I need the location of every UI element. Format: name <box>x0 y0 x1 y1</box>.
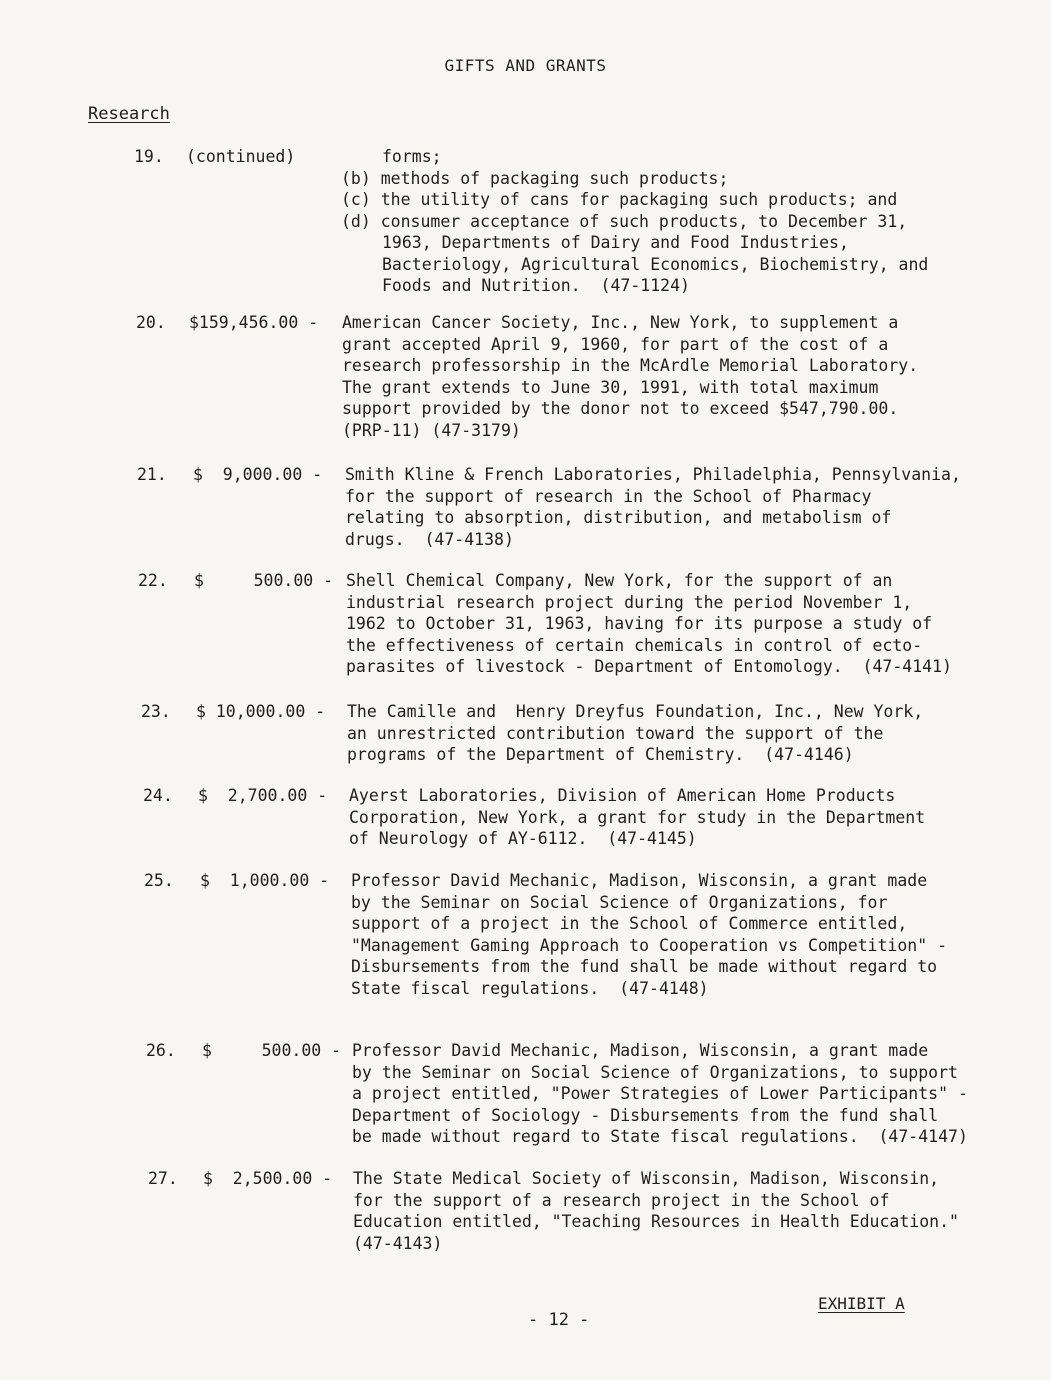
entry-line: 1963, Departments of Dairy and Food Industries, <box>382 233 849 252</box>
entry-line: Ayerst Laboratories, Division of American Home Products <box>349 786 896 805</box>
exhibit-label: EXHIBIT A <box>818 1294 905 1313</box>
entry-line: programs of the Department of Chemistry. (47-4146) <box>347 745 854 764</box>
entry-line: Department of Sociology - Disbursements from the fund shall <box>352 1105 939 1125</box>
entry-line: Professor David Mechanic, Madison, Wisconsin, a grant made <box>351 871 928 890</box>
entry-number: 21. <box>137 465 167 484</box>
entry-description <box>345 464 961 550</box>
entry-line: by the Seminar on Social Science of Organizations, for <box>351 892 888 912</box>
entry-line: (d) consumer acceptance of such products, to December 31, <box>341 211 908 231</box>
entry-amount: $ 9,000.00 - <box>193 465 323 484</box>
entry-description <box>353 1168 959 1254</box>
entry-number: 20. <box>136 313 166 332</box>
entry-line: for the support of a research project in the School of <box>353 1190 890 1210</box>
entry-line: of Neurology of AY-6112. (47-4145) <box>349 829 697 848</box>
entry-description <box>349 785 925 850</box>
entry-amount: $ 1,000.00 - <box>200 871 330 890</box>
entry-line: grant accepted April 9, 1960, for part of the cost of a <box>342 334 889 354</box>
entry-line: relating to absorption, distribution, and metabolism of <box>345 508 892 527</box>
entry-line: Smith Kline & French Laboratories, Philadelphia, Pennsylvania, <box>345 465 961 484</box>
entry-line: Foods and Nutrition. (47-1124) <box>382 276 690 295</box>
entry-line: for the support of research in the School of Pharmacy <box>345 486 872 506</box>
entry-description <box>346 570 952 678</box>
entry-amount: $ 2,700.00 - <box>198 786 328 805</box>
entry-line: a project entitled, "Power Strategies of Lower Participants" - <box>352 1084 968 1103</box>
entry-line: industrial research project during the period November 1, <box>346 592 913 612</box>
entry-line: (PRP-11) (47-3179) <box>342 420 521 440</box>
entry-number: 26. <box>146 1041 176 1060</box>
entry-amount: $ 2,500.00 - <box>203 1169 333 1188</box>
entry-description <box>352 1040 968 1148</box>
section-heading: Research <box>88 104 170 124</box>
entry-number: 19. <box>134 147 164 166</box>
entry-line: Shell Chemical Company, New York, for the support of an <box>346 571 893 590</box>
entry-line: drugs. (47-4138) <box>345 529 514 549</box>
entry-line: Professor David Mechanic, Madison, Wisconsin, a grant made <box>352 1041 929 1060</box>
entry-number: 23. <box>141 702 171 721</box>
entry-line: forms; <box>382 147 442 166</box>
entry-number: 27. <box>148 1169 178 1188</box>
entry-line: The State Medical Society of Wisconsin, Madison, Wisconsin, <box>353 1169 940 1188</box>
entry-line: parasites of livestock - Department of Entomology. (47-4141) <box>346 657 952 676</box>
entry-number: 22. <box>138 571 168 590</box>
entry-number: 25. <box>144 871 174 890</box>
entry-amount: $ 10,000.00 - <box>196 702 326 721</box>
page-title: GIFTS AND GRANTS <box>444 56 607 75</box>
entry-amount: $159,456.00 - <box>189 313 319 332</box>
entry-line: by the Seminar on Social Science of Organizations, to support <box>352 1062 958 1082</box>
entry-line: (47-4143) <box>353 1233 443 1253</box>
entry-line: 1962 to October 31, 1963, having for its purpose a study of <box>346 614 933 633</box>
entry-description <box>341 146 928 297</box>
entry-line: Disbursements from the fund shall be made without regard to <box>351 957 938 976</box>
entry-number: 24. <box>143 786 173 805</box>
entry-amount: $ 500.00 - <box>202 1041 342 1060</box>
entry-line: Corporation, New York, a grant for study in the Department <box>349 807 926 827</box>
entry-line: support provided by the donor not to exceed $547,790.00. <box>342 399 899 418</box>
page-number: - 12 - <box>528 1310 590 1330</box>
entry-line: The grant extends to June 30, 1991, with total maximum <box>342 377 879 397</box>
entry-line: "Management Gaming Approach to Cooperation vs Competition" - <box>351 935 948 955</box>
entry-line: an unrestricted contribution toward the support of the <box>347 723 884 743</box>
entry-line: (c) the utility of cans for packaging such products; and <box>341 190 898 209</box>
entry-line: support of a project in the School of Commerce entitled, <box>351 914 908 933</box>
entry-line: research professorship in the McArdle Memorial Laboratory. <box>342 356 919 375</box>
entry-line: the effectiveness of certain chemicals in control of ecto- <box>346 635 923 655</box>
entry-line: Bacteriology, Agricultural Economics, Biochemistry, and <box>382 254 929 274</box>
entry-line: be made without regard to State fiscal regulations. (47-4147) <box>352 1127 968 1146</box>
entry-description <box>342 312 918 441</box>
entry-line: American Cancer Society, Inc., New York, to supplement a <box>342 313 899 332</box>
entry-line: State fiscal regulations. (47-4148) <box>351 978 709 998</box>
entry-line: Education entitled, "Teaching Resources in Health Education." <box>353 1212 959 1231</box>
entry-line: The Camille and Henry Dreyfus Foundation, Inc., New York, <box>347 702 924 721</box>
entry-description <box>347 701 923 766</box>
entry-amount: (continued) <box>186 147 296 166</box>
entry-line: (b) methods of packaging such products; <box>341 168 729 188</box>
entry-description <box>351 870 947 999</box>
entry-amount: $ 500.00 - <box>194 571 334 590</box>
